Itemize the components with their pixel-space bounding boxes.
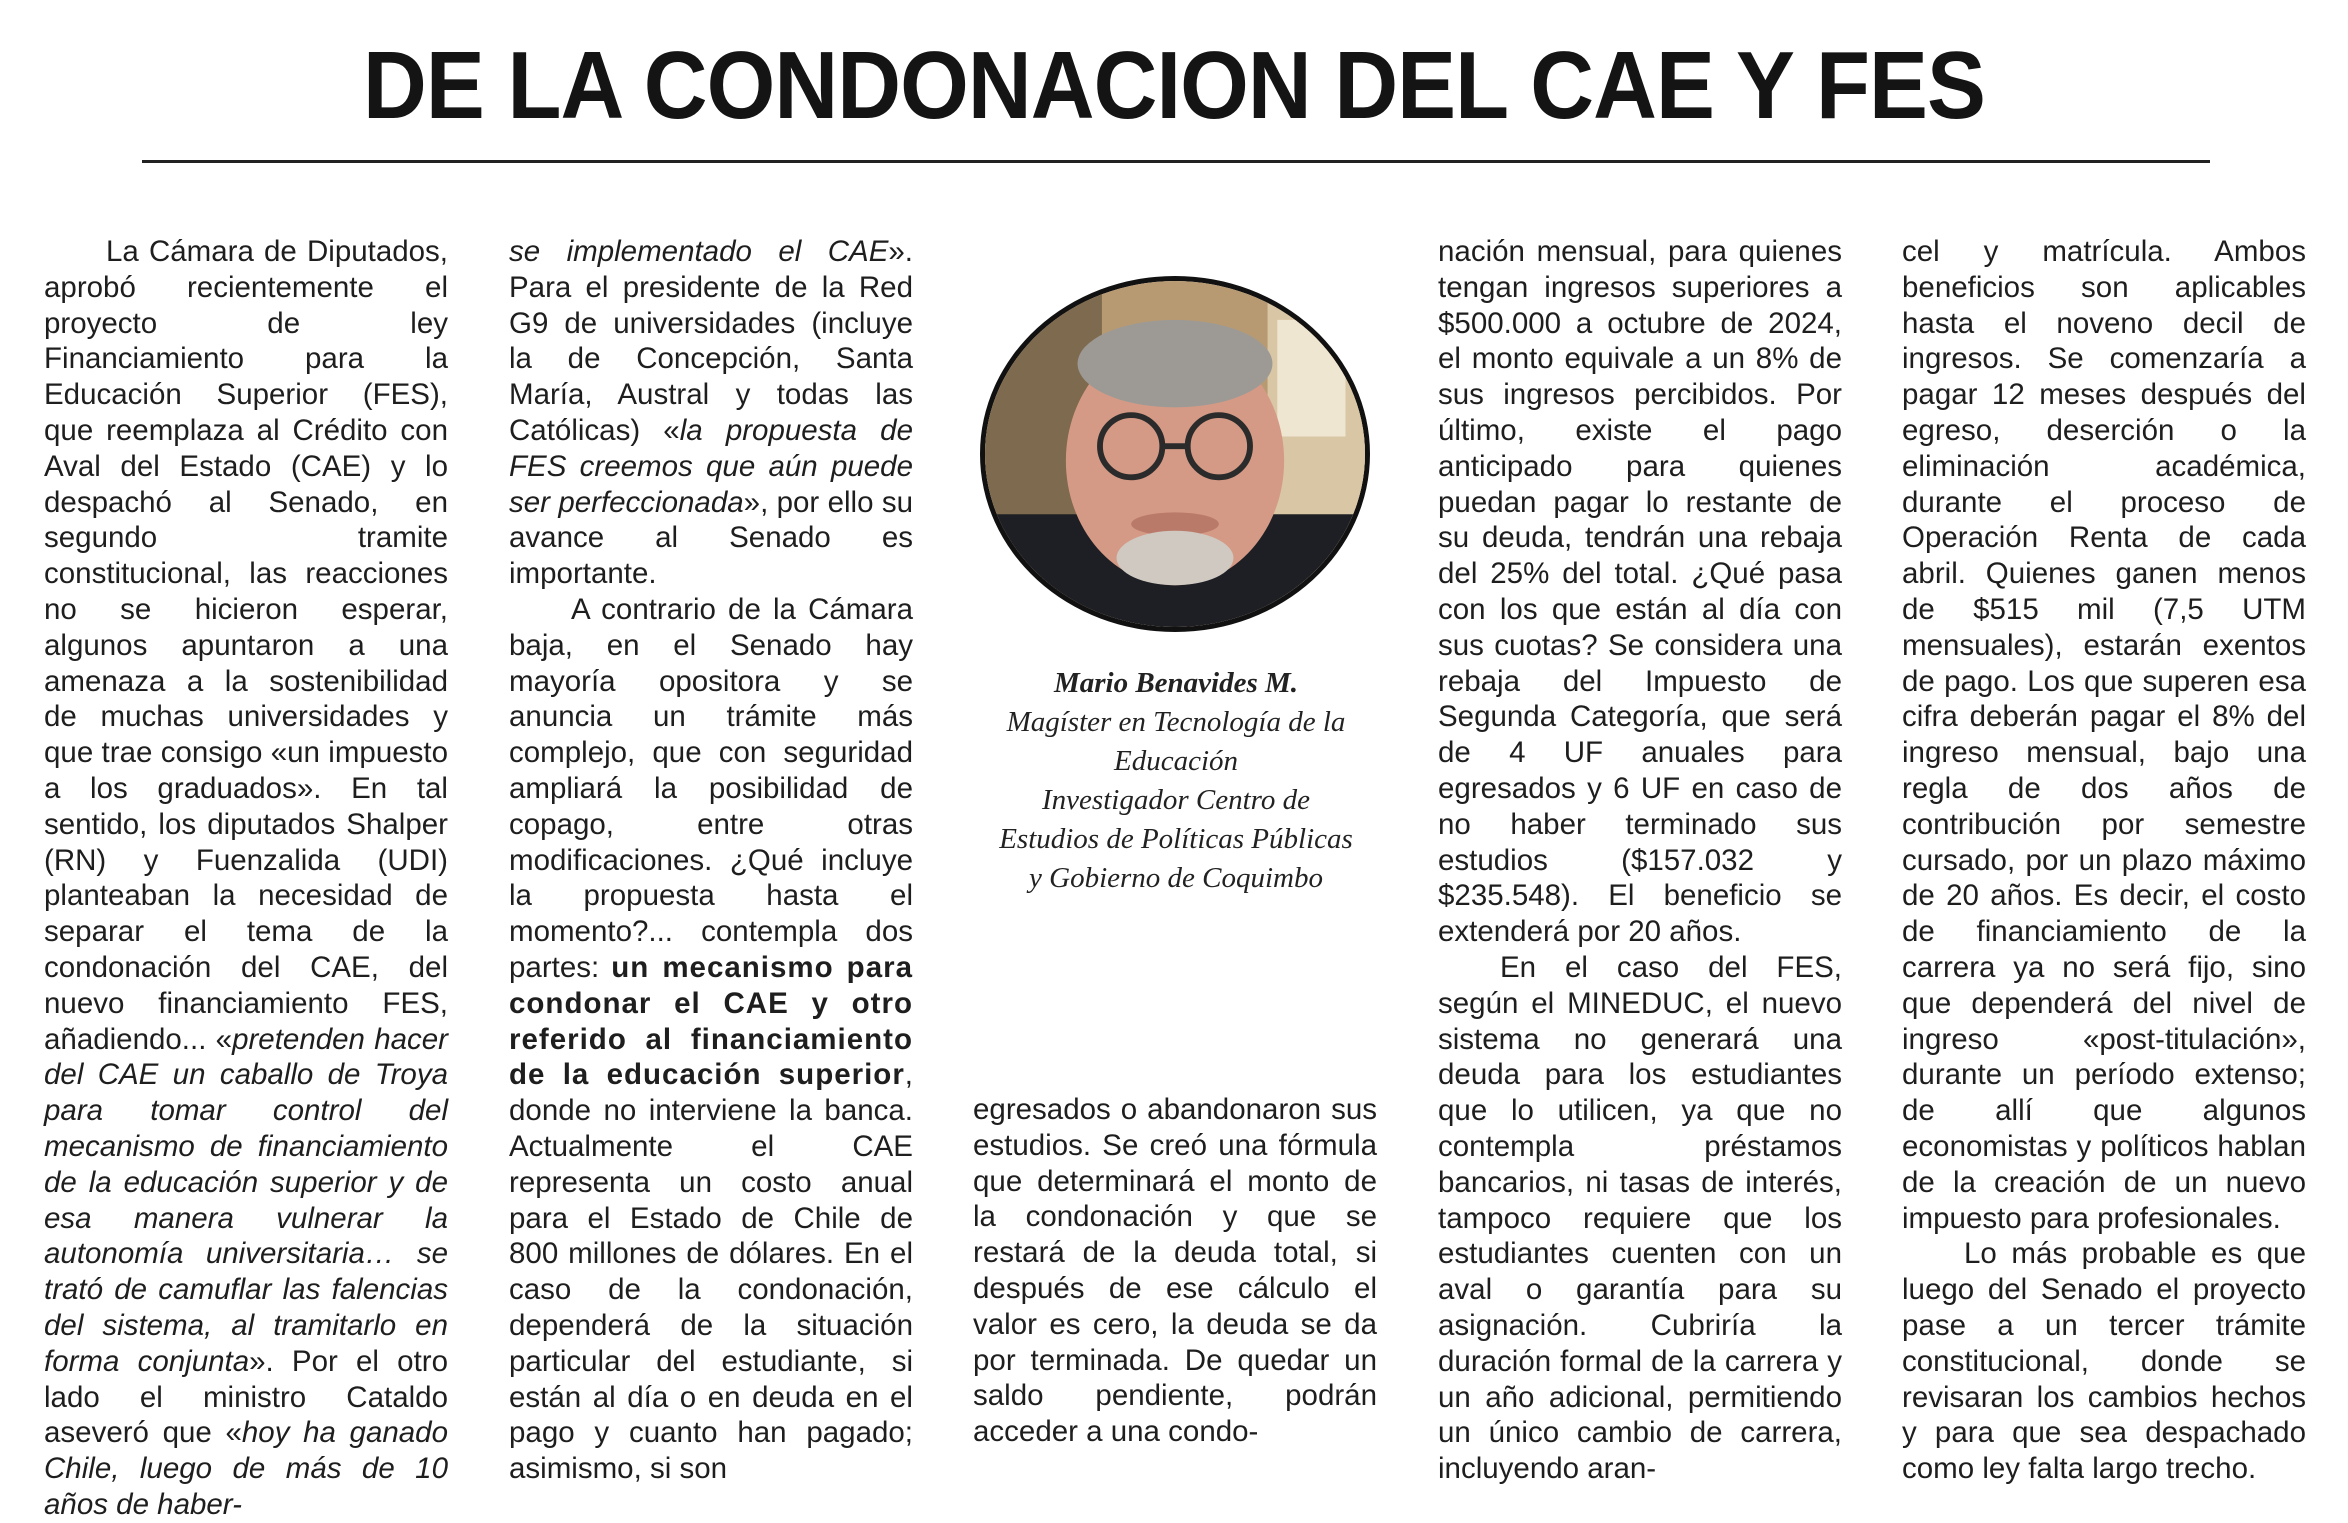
article-title: DE LA CONDONACION DEL CAE Y FES (363, 32, 1985, 139)
article-column-2 (509, 234, 913, 1487)
paragraph: nación mensual, para quienes tengan ingresos superiores a $500.000 a octubre de 2024, el monto equivale a un 8% de sus ingresos percibidos. Por último, existe el pago anticipado para quienes puedan pagar lo restante de su deuda, tendrán una rebaja del 25% del total. ¿Qué pasa con los que están al día con sus cuotas? Se considera una rebaja del Impuesto de Segunda Categoría, que será de 4 UF anuales para egresados y 6 UF en caso de no haber terminado sus estudios ($157.032 y $235.548). El beneficio se extenderá por 20 años. (1438, 235, 1842, 949)
article-column-4 (1438, 234, 1842, 1487)
author-portrait-image (985, 281, 1365, 627)
author-role: Educación (1113, 745, 1238, 777)
author-role: y Gobierno de Coquimbo (1029, 862, 1323, 894)
author-role: Estudios de Políticas Públicas (999, 823, 1353, 855)
article-column-1 (44, 234, 448, 1523)
author-photo (980, 276, 1370, 632)
paragraph: cel y matrícula. Ambos beneficios son aplicables hasta el noveno decil de ingresos. Se comenzaría a pagar 12 meses después del egreso, deserción o la eliminación académica, durante el proceso de Operación Renta de cada abril. Quienes ganen menos de $515 mil (7,5 UTM mensuales), estarán exentos de pago. Los que superen esa cifra deberán pagar el 8% del ingreso mensual, bajo una regla de dos años de contribución por semestre cursado, por un plazo máximo de 20 años. Es decir, el costo de financiamiento de la carrera ya no será fijo, sino que dependerá del nivel de ingreso «post-titulación», durante un período extenso; de allí que algunos economistas y políticos hablan de la creación de un nuevo impuesto para profesionales. (1902, 235, 2306, 1235)
author-role: Magíster en Tecnología de la (1006, 706, 1346, 738)
author-name: Mario Benavides M. (1053, 667, 1299, 699)
title-divider (142, 160, 2210, 163)
paragraph: se implementado el CAE». Para el presidente de la Red G9 de universidades (incluye la de Concepción, Santa María, Austral y todas las Católicas) «la propuesta de FES creemos que aún puede ser perfeccionada», por ello su avance al Senado es importante. (509, 235, 913, 591)
author-byline (958, 664, 1394, 898)
paragraph: A contrario de la Cámara baja, en el Senado hay mayoría opositora y se anuncia un trámite más complejo, que con seguridad ampliará la posibilidad de copago, entre otras modificaciones. ¿Qué incluye la propuesta hasta el momento?... contempla dos partes: un mecanismo para condonar el CAE y otro referido al financiamiento de la educación superior, donde no interviene la banca. Actualmente el CAE representa un costo anual para el Estado de Chile de 800 millones de dólares. En el caso de la condonación, dependerá de la situación particular del estudiante, si están al día o en deuda en el pago y cuanto han pagado; asimismo, si son (509, 592, 913, 1486)
author-role: Investigador Centro de (1042, 784, 1310, 816)
paragraph: Lo más probable es que luego del Senado el proyecto pase a un tercer trámite constitucional, donde se revisaran los cambios hechos y para que sea despachado como ley falta largo trecho. (1902, 1237, 2306, 1486)
paragraph: En el caso del FES, según el MINEDUC, el nuevo sistema no generará una deuda para los estudiantes que lo utilicen, ya que no contempla préstamos bancarios, ni tasas de interés, tampoco requiere que los estudiantes cuenten con un aval o garantía para su asignación. Cubriría la duración formal de la carrera y un año adicional, permitiendo un único cambio de carrera, incluyendo aran- (1438, 950, 1842, 1486)
paragraph: La Cámara de Diputados, aprobó recientemente el proyecto de ley Financiamiento para la Educación Superior (FES), que reemplaza al Crédito con Aval del Estado (CAE) y lo despachó al Senado, en segundo tramite constitucional, las reacciones no se hicieron esperar, algunos apuntaron a una amenaza a la sostenibilidad de muchas universidades y que trae consigo «un impuesto a los graduados». En tal sentido, los diputados Shalper (RN) y Fuenzalida (UDI) planteaban la necesidad de separar el tema de la condonación del CAE, del nuevo financiamiento FES, añadiendo... «pretenden hacer del CAE un caballo de Troya para tomar control del mecanismo de financiamiento de la educación superior y de esa manera vulnerar la autonomía universitaria… se trató de camuflar las falencias del sistema, al tramitarlo en forma conjunta». Por el otro lado el ministro Cataldo aseveró que «hoy ha ganado Chile, luego de más de 10 años de haber- (44, 235, 449, 1521)
article-column-5 (1902, 234, 2306, 1487)
article-column-3 (973, 1092, 1377, 1450)
paragraph: egresados o abandonaron sus estudios. Se creó una fórmula que determinará el monto de la condonación y que se restará de la deuda total, si después de ese cálculo el valor es cero, la deuda se da por terminada. De quedar un saldo pendiente, podrán acceder a una condo- (973, 1093, 1377, 1449)
